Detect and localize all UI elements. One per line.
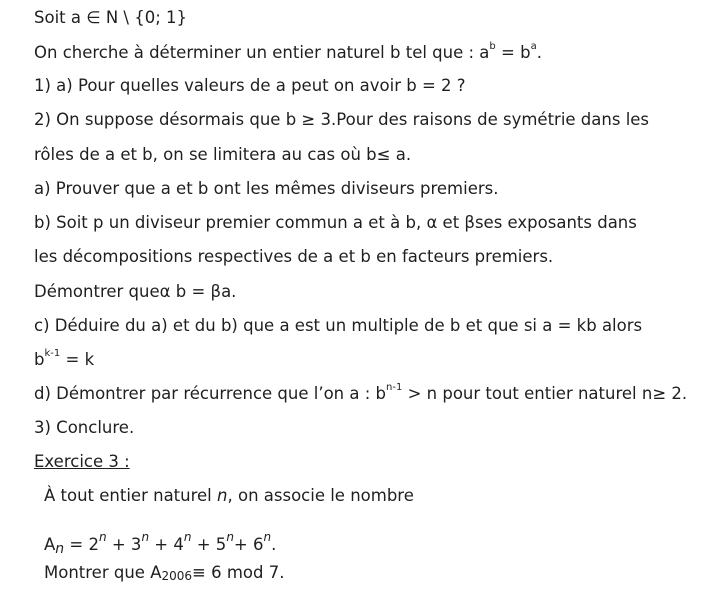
exercise-3-question (44, 565, 284, 582)
text: d) Démontrer par récurrence que l’on a : b (34, 384, 387, 403)
subscript-n: n (55, 541, 65, 557)
exponent-n: n (263, 530, 272, 544)
text: + 6 (233, 535, 264, 554)
exponent-n: n (183, 530, 192, 544)
question-2b-line2: les décompositions respectives de a et b en facteurs premiers. (34, 247, 554, 266)
text: b (34, 350, 45, 369)
exponent-n: n (141, 530, 150, 544)
text: Montrer que (44, 563, 151, 582)
text: A (44, 535, 56, 554)
text: A (150, 563, 162, 582)
question-3: 3) Conclure. (34, 418, 135, 437)
text: = k (60, 350, 95, 369)
question-2c-line2 (34, 348, 95, 369)
text: = 2 (64, 535, 99, 554)
exponent-n: n (99, 530, 107, 544)
question-2-line2: rôles de a et b, on se limitera au cas où b≤ a. (34, 145, 412, 164)
exponent: b (489, 41, 496, 52)
text: On cherche à déterminer un entier naturel b tel que : a (34, 43, 490, 62)
question-1a: 1) a) Pour quelles valeurs de a peut on avoir b = 2 ? (34, 76, 466, 95)
text: . (536, 43, 542, 62)
line-set-definition: Soit a ∈ N \ {0; 1} (34, 8, 188, 27)
question-2d (34, 382, 688, 403)
text: . (271, 535, 277, 554)
line-problem-statement (34, 41, 542, 62)
exercise-3-heading: Exercice 3 : (34, 452, 130, 471)
exercise-3-formula (44, 530, 277, 557)
exponent: n-1 (386, 382, 403, 393)
exponent-n: n (226, 530, 234, 544)
variable-n: n (217, 486, 228, 505)
text: + 3 (106, 535, 142, 554)
text: > n pour tout entier naturel n≥ 2. (402, 384, 688, 403)
text: = b (495, 43, 531, 62)
exponent: k-1 (44, 348, 61, 359)
text: À tout entier naturel (44, 486, 218, 505)
question-2b-line3: Démontrer queα b = βa. (34, 282, 237, 301)
text: + 5 (191, 535, 227, 554)
question-2-line1: 2) On suppose désormais que b ≥ 3.Pour des raisons de symétrie dans les (34, 110, 650, 129)
subscript-2006: 2006 (161, 569, 193, 583)
text: ≡ 6 mod 7. (192, 563, 285, 582)
exercise-3-intro (44, 488, 414, 505)
exponent: a (530, 41, 537, 52)
text: , on associe le nombre (227, 486, 414, 505)
question-2c-line1: c) Déduire du a) et du b) que a est un multiple de b et que si a = kb alors (34, 316, 643, 335)
text: + 4 (149, 535, 184, 554)
question-2a: a) Prouver que a et b ont les mêmes diviseurs premiers. (34, 179, 499, 198)
question-2b-line1: b) Soit p un diviseur premier commun a et à b, α et βses exposants dans (34, 213, 637, 232)
